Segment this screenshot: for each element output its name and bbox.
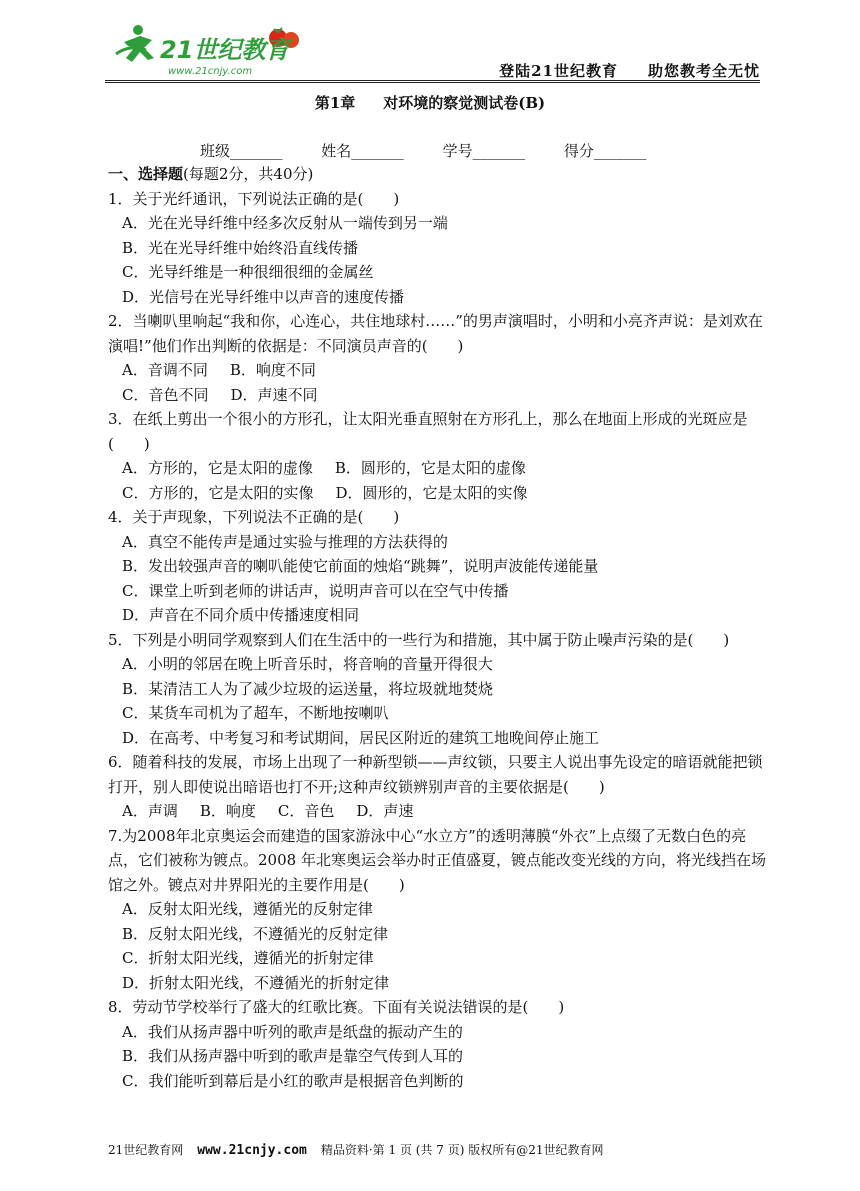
- option: D．折射太阳光线，不遵循光的折射定律: [122, 973, 390, 992]
- option: B．圆形的，它是太阳的虚像: [334, 459, 526, 477]
- option: D．声速: [356, 802, 414, 820]
- section-heading: [108, 162, 768, 187]
- option: B．我们从扬声器中听到的歌声是靠空气传到人耳的: [122, 1047, 464, 1065]
- score-field: 得分_______: [563, 142, 647, 160]
- option-row: [108, 383, 768, 408]
- option-row: [108, 481, 768, 506]
- student-info: [200, 140, 680, 161]
- option: D．声音在不同介质中传播速度相同: [122, 606, 360, 624]
- option: B．响度不同: [229, 361, 316, 379]
- title-chapter: 第1章: [314, 94, 356, 112]
- option: A．我们从扬声器中听列的歌声是纸盘的振动产生的: [122, 1022, 463, 1041]
- option: C．方形的，它是太阳的实像: [122, 483, 314, 502]
- option: D．在高考、中考复习和考试期间，居民区附近的建筑工地晚间停止施工: [122, 728, 600, 747]
- option: C．折射太阳光线，遵循光的折射定律: [122, 949, 374, 967]
- option: D．圆形的，它是太阳的实像: [335, 483, 528, 502]
- option: A．声调: [122, 802, 178, 820]
- section-note: (每题2分，共40分): [183, 165, 314, 183]
- option: D．声速不同: [230, 385, 318, 404]
- question-stem: 5．下列是小明同学观察到人们在生活中的一些行为和措施，其中属于防止噪声污染的是( ): [108, 630, 730, 649]
- question-stem: 2．当喇叭里响起“我和你，心连心，共住地球村……”的男声演唱时，小明和小亮齐声说：是刘欢在演唱!”他们作出判断的依据是：不同演员声音的( ): [108, 312, 763, 355]
- title-name: 对环境的察觉测试卷(B): [383, 94, 546, 112]
- question-stem: 1．关于光纤通讯，下列说法正确的是( ): [108, 189, 400, 208]
- page-title: [0, 92, 860, 113]
- option: C．光导纤维是一种很细很细的金属丝: [122, 263, 374, 281]
- slogan-left: 登陆21世纪教育: [499, 62, 618, 80]
- option: B．光在光导纤维中始终沿直线传播: [122, 238, 359, 257]
- option: A．方形的，它是太阳的虚像: [122, 459, 313, 477]
- option: A．反射太阳光线，遵循光的反射定律: [122, 900, 373, 918]
- option: C．我们能听到幕后是小红的歌声是根据音色判断的: [122, 1071, 464, 1090]
- option: B．反射太阳光线，不遵循光的反射定律: [122, 924, 389, 943]
- class-field: 班级_______: [200, 142, 283, 160]
- option: A．真空不能传声是通过实验与推理的方法获得的: [122, 532, 448, 551]
- footer-site-link[interactable]: www.21cnjy.com: [197, 1143, 307, 1158]
- id-field: 学号_______: [442, 142, 526, 160]
- exam-content: [108, 162, 768, 1093]
- option-row: [108, 799, 768, 824]
- option-row: [108, 456, 768, 481]
- option: B．某清洁工人为了减少垃圾的运送量，将垃圾就地焚烧: [122, 679, 494, 698]
- option: B．响度: [199, 802, 256, 820]
- logo-url: www.21cnjy.com: [168, 66, 253, 77]
- header-slogan: [499, 60, 760, 81]
- option: B．发出较强声音的喇叭能使它前面的烛焰“跳舞”，说明声波能传递能量: [122, 557, 599, 575]
- question-stem: 8．劳动节学校举行了盛大的红歌比赛。下面有关说法错误的是( ): [108, 998, 565, 1016]
- option: C．音色: [277, 802, 335, 820]
- name-field: 姓名_______: [321, 142, 404, 160]
- page-footer: [108, 1141, 603, 1158]
- footer-right: 精品资料·第 1 页 (共 7 页) 版权所有@21世纪教育网: [320, 1143, 604, 1157]
- option: A．光在光导纤维中经多次反射从一端传到另一端: [122, 214, 448, 232]
- question-stem: 4．关于声现象，下列说法不正确的是( ): [108, 508, 400, 526]
- header-rule: [105, 80, 760, 81]
- option: A．音调不同: [122, 361, 208, 379]
- option: C．课堂上听到老师的讲话声，说明声音可以在空气中传播: [122, 581, 509, 600]
- site-logo: [110, 14, 320, 80]
- question-stem: 3．在纸上剪出一个很小的方形孔，让太阳光垂直照射在方形孔上，那么在地面上形成的光斑应是( ): [108, 410, 748, 453]
- option: C．音色不同: [122, 385, 209, 404]
- slogan-right: 助您教考全无忧: [647, 62, 760, 80]
- section-title: 一、选择题: [108, 165, 184, 183]
- option: D．光信号在光导纤维中以声音的速度传播: [122, 287, 405, 306]
- footer-left: 21世纪教育网: [108, 1143, 184, 1157]
- logo-text: 21世纪教育: [160, 36, 290, 64]
- question-stem: 6．随着科技的发展，市场上出现了一种新型锁——声纹锁，只要主人说出事先设定的暗语就能把锁打开，别人即使说出暗语也打不开;这种声纹锁辨别声音的主要依据是( ): [108, 753, 763, 796]
- option: C．某货车司机为了超车，不断地按喇叭: [122, 704, 389, 722]
- option-row: [108, 358, 768, 383]
- question-stem: 7.为2008年北京奥运会而建造的国家游泳中心“水立方”的透明薄膜“外衣”上点缀了无数白色的亮点，它们被称为镀点。2008 年北寒奥运会举办时正值盛夏，镀点能改变光线的方向，将光线挡在场馆之外。镀点对井界阳光的主要作用是( ): [108, 826, 766, 894]
- header-rule-2: [105, 82, 760, 83]
- page-header: [110, 14, 760, 80]
- option: A．小明的邻居在晚上听音乐时，将音响的音量开得很大: [122, 655, 493, 673]
